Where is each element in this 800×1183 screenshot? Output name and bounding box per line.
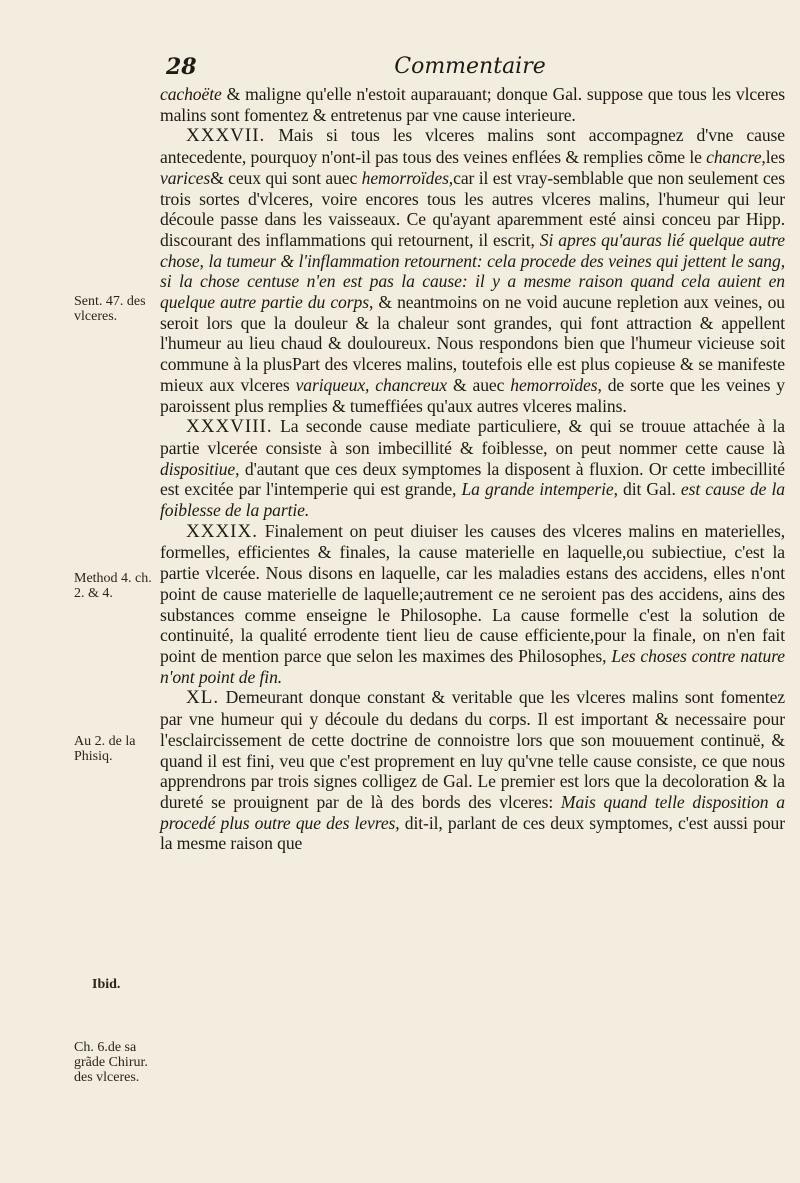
text-run: Finalement on peut diuiser les causes des vlceres malins en materielles, formelles, efficientes & finales, la cause materielle en laquelle,ou subiectiue, c'est la partie vlcerée. Nous disons en laquelle, car les maladies estans des accidens, elles n'ont point de cause materielle de laquelle;autrement ce ne seroient pas des accidens, ains des substances comme enseigne le Philosophe. La cause formelle c'est la solution de continuité, la qualité errodente tient lieu de cause efficiente,pour la finale, on n'en fait point de mention parce que selon les maximes des Philosophes, <box>160 520 785 666</box>
page-header <box>160 54 780 84</box>
page-number: 28 <box>166 54 197 80</box>
paragraph-number: XXXVIII. <box>186 416 273 438</box>
margin-note: Ch. 6.de sa grãde Chirur. des vlceres. <box>74 1040 148 1085</box>
margin-note: Ibid. <box>92 977 121 992</box>
paragraph <box>160 521 785 688</box>
paragraph <box>160 125 785 416</box>
text-run: & maligne qu'elle n'estoit auparauant; donque Gal. suppose que tous les vlceres malins sont fomentez & entretenus par vne cause interieure. <box>160 84 785 125</box>
text-run: , d'autant que ces deux symptomes la disposent à fluxion. Or cette imbecillité est excitée par l'intemperie qui est grande, <box>160 458 785 500</box>
italic-quotation: hemorroïdes <box>510 374 598 395</box>
italic-quotation: hemorroïdes, <box>361 167 454 188</box>
text-run: , & neantmoins on ne void aucune repletion aux veines, ou seroit lors que la douleur & la chaleur sont grandes, qui font attraction & appellent l'humeur au lieu chaud & douloureux. Nous respondons bien que l'humeur vicieuse soit commune à la plusPart des vlceres malins, toutefois elle est plus copieuse & se manifeste mieux aux vlceres <box>160 292 785 395</box>
text-run: Demeurant donque constant & veritable que les vlceres malins sont fomentez par vne humeur qui y découle du dedans du corps. Il est important & necessaire pour l'esclaircissement de cette doctrine de connoistre lors que son mouuement continuë, & quand il est fini, veu que c'est proprement en luy qu'vne telle cause consiste, ce que nous apprendrons par trois signes colligez de Gal. Le premier est lors que la decoloration & la dureté se prouignent par de là des bords des vlceres: <box>160 687 785 812</box>
paragraph <box>160 687 785 854</box>
text-run: , dit Gal. <box>613 479 681 500</box>
text-run: car il est vray-semblable que non seulement ces trois sortes d'vlceres, voire encores tous les autres vlceres malins, l'humeur qui leur découle passe dans les vaisseaux. Ce qu'ayant aparemment esté ainsi conceu par Hipp. discourant des inflammations qui retournent, il escrit, <box>160 167 786 250</box>
italic-quotation: dispositiue <box>160 458 236 479</box>
text-run: & ceux qui sont auec <box>210 167 362 188</box>
text-run: les <box>765 147 785 168</box>
italic-quotation: Mais quand telle disposition a procedé plus outre que des levres <box>160 791 786 833</box>
italic-quotation: cachoëte <box>160 84 222 104</box>
text-run: Mais si tous les vlceres malins sont accompagnez d'vne cause antecedente, pourquoy n'ont-il pas tous des veines enflées & remplies cõme le <box>160 125 785 168</box>
margin-notes <box>0 0 160 1183</box>
italic-quotation: Si apres qu'auras lié quelque autre chose, la tumeur & l'inflammation retournent: cela procede des veines qui jettent le sang, si la chose centuse n'en est pas la cause: il y a mesme raison quand cela auient en quelque autre partie du corps <box>160 229 785 313</box>
paragraph-number: XXXVII. <box>186 125 266 147</box>
text-run: & auec <box>447 374 511 395</box>
italic-quotation: chancre, <box>706 147 766 168</box>
italic-quotation: variqueux, chancreux <box>295 374 447 395</box>
paragraph <box>160 416 785 521</box>
main-text <box>160 84 785 854</box>
italic-quotation: Les choses contre nature n'ont point de fin. <box>160 645 785 687</box>
italic-quotation: varices <box>160 167 211 188</box>
margin-note: Au 2. de la Phisiq. <box>74 734 136 764</box>
italic-quotation: La grande intemperie <box>461 479 614 500</box>
italic-quotation: est cause de la foiblesse de la partie. <box>160 479 785 521</box>
paragraph-number: XL. <box>186 687 220 709</box>
paragraph-number: XXXIX. <box>186 520 258 542</box>
text-run: , de sorte que les veines y paroissent plus remplies & tumeffiées qu'aux autres vlceres malins. <box>160 374 785 416</box>
running-title: Commentaire <box>394 54 546 79</box>
text-run: , dit-il, parlant de ces deux symptomes, c'est aussi pour la mesme raison que <box>160 812 785 854</box>
text-run: La seconde cause mediate particuliere, & qui se trouue attachée à la partie vlcerée consiste à son imbecillité & foiblesse, on peut nommer cette cause là <box>160 416 785 458</box>
paragraph <box>160 84 785 125</box>
margin-note: Sent. 47. des vlceres. <box>74 294 146 324</box>
margin-note: Method 4. ch. 2. & 4. <box>74 571 152 601</box>
